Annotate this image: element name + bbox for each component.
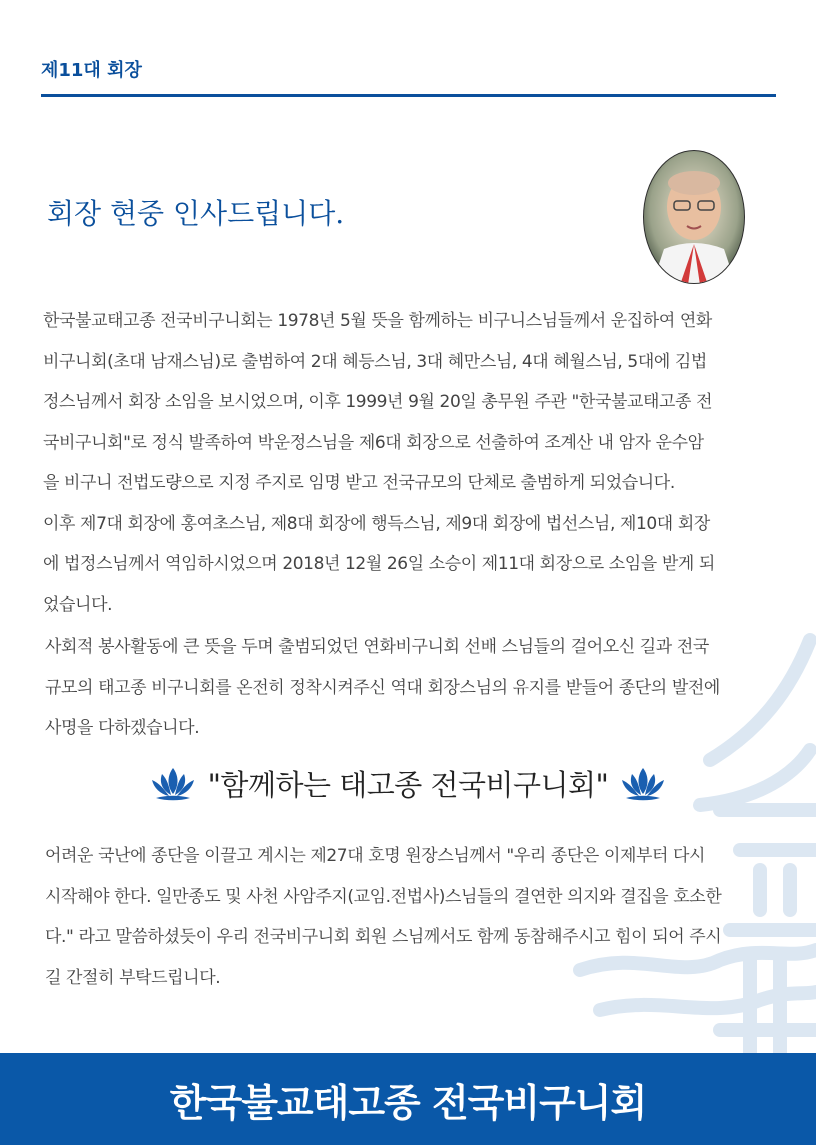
mission-line: 사명을 다하겠습니다. [45, 718, 200, 738]
closing-line: 시작해야 한다. 일만종도 및 사천 사암주지(교임.전법사)스님들의 결연한 의지와 결집을 호소한 [45, 886, 722, 907]
mission-line: 사회적 봉사활동에 큰 뜻을 두며 출범되었던 연화비구니회 선배 스님들의 걸어오신 길과 전국 [45, 637, 709, 657]
footer-title: 한국불교태고종 전국비구니회 [169, 1080, 647, 1125]
closing-paragraph [45, 836, 785, 998]
mission-line: 규모의 태고종 비구니회를 온전히 정착시켜주신 역대 회장스님의 유지를 받들어 종단의 발전에 [45, 677, 720, 698]
intro-line: 을 비구니 전법도량으로 지정 주지로 임명 받고 전국규모의 단체로 출범하게 되었습니다. [43, 473, 675, 493]
closing-line: 다." 라고 말씀하셨듯이 우리 전국비구니회 회원 스님께서도 함께 동참해주시고 힘이 되어 주시 [45, 927, 722, 947]
footer-banner [0, 1053, 816, 1145]
intro-line: 이후 제7대 회장에 홍여초스님, 제8대 회장에 행득스님, 제9대 회장에 법선스님, 제10대 회장 [43, 513, 710, 534]
lotus-icon [620, 764, 666, 802]
portrait-photo [642, 149, 746, 285]
slogan-banner [0, 757, 816, 809]
header-divider [41, 94, 776, 97]
greeting-title: 회장 현중 인사드립니다. [47, 197, 345, 230]
intro-paragraph [43, 301, 783, 625]
intro-line: 었습니다. [43, 594, 113, 615]
slogan-text: "함께하는 태고종 전국비구니회" [207, 767, 609, 802]
intro-line: 국비구니회"로 정식 발족하여 박운정스님을 제6대 회장으로 선출하여 조계산 내 암자 운수암 [43, 432, 704, 453]
mission-paragraph [45, 627, 785, 749]
closing-line: 어려운 국난에 종단을 이끌고 계시는 제27대 호명 원장스님께서 "우리 종단은 이제부터 다시 [45, 846, 706, 866]
intro-line: 한국불교태고종 전국비구니회는 1978년 5월 뜻을 함께하는 비구니스님들께서 운집하여 연화 [43, 311, 712, 331]
closing-line: 길 간절히 부탁드립니다. [45, 967, 221, 988]
intro-line: 비구니회(초대 남재스님)로 출범하여 2대 혜등스님, 3대 혜만스님, 4대 혜월스님, 5대에 김법 [43, 351, 707, 372]
intro-line: 에 법정스님께서 역임하시었으며 2018년 12월 26일 소승이 제11대 회장으로 소임을 받게 되 [43, 554, 715, 574]
lotus-icon [150, 764, 196, 802]
intro-line: 정스님께서 회장 소임을 보시었으며, 이후 1999년 9월 20일 총무원 주관 "한국불교태고종 전 [43, 392, 713, 412]
section-title: 제11대 회장 [41, 60, 142, 81]
